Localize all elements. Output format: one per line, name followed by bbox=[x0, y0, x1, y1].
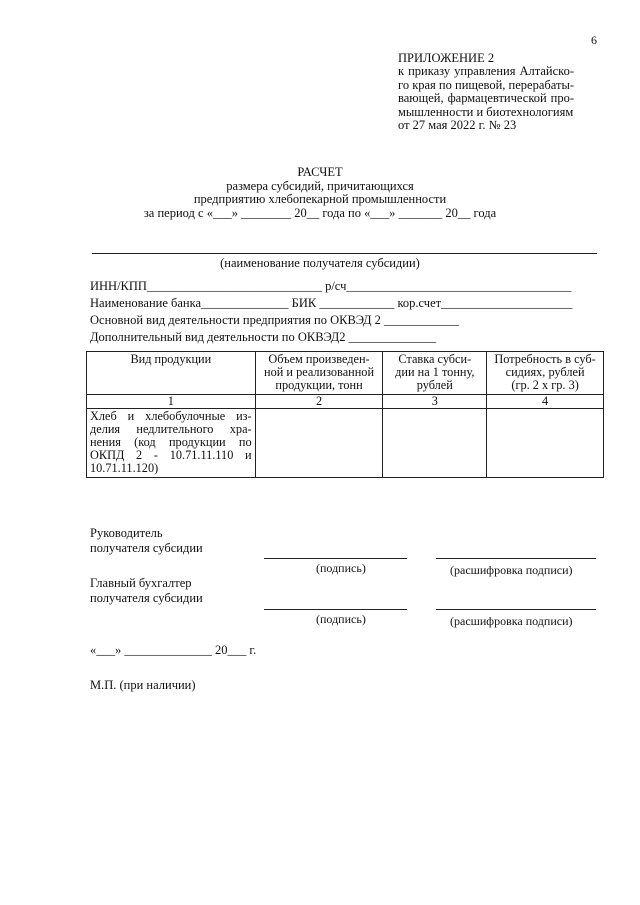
date-line: «___» ______________ 20___ г. bbox=[90, 643, 257, 657]
rate-cell bbox=[383, 408, 487, 477]
title-line: размера субсидий, причитающихся bbox=[226, 178, 414, 193]
table-row bbox=[87, 408, 604, 477]
signature-caption: (подпись) bbox=[316, 612, 366, 626]
bank-field: Наименование банка______________ БИК ____________ кор.счет_____________________ bbox=[90, 296, 573, 310]
appendix-line: го края по пищевой, перерабаты- bbox=[398, 77, 575, 92]
calculation-table bbox=[86, 351, 604, 478]
product-cell: Хлеб и хлебобулочные из- делия недлительного хра- нения (код продукции по ОКПД 2 - 10.71.11.110 и 10.71.11.120) bbox=[87, 408, 256, 477]
accountant-signature-line bbox=[264, 609, 407, 610]
appendix-line: мышленности и биотехнологиям bbox=[398, 104, 574, 119]
header-rate: Ставка субси- дии на 1 тонну, рублей bbox=[383, 352, 487, 395]
accountant-decoding-line bbox=[436, 609, 596, 610]
column-number: 3 bbox=[383, 394, 487, 408]
title-line: предприятию хлебопекарной промышленности bbox=[193, 192, 447, 206]
extra-okved-field: Дополнительный вид деятельности по ОКВЭД2 ______________ bbox=[90, 330, 437, 344]
header-product-type: Вид продукции bbox=[87, 352, 256, 395]
main-okved-field: Основной вид деятельности предприятия по ОКВЭД 2 ____________ bbox=[90, 313, 460, 327]
head-signature-line bbox=[264, 558, 407, 559]
decoding-caption: (расшифровка подписи) bbox=[450, 563, 573, 577]
inn-kpp-field: ИНН/КПП____________________________ р/сч____________________________________ bbox=[90, 279, 572, 293]
appendix-title: ПРИЛОЖЕНИЕ 2 bbox=[398, 51, 495, 65]
accountant-label: Главный бухгалтер получателя субсидии bbox=[90, 576, 203, 605]
stamp-note: М.П. (при наличии) bbox=[90, 678, 196, 692]
signature-caption: (подпись) bbox=[316, 561, 366, 575]
document-title bbox=[0, 166, 640, 220]
appendix-header bbox=[398, 52, 574, 132]
recipient-caption: (наименование получателя субсидии) bbox=[220, 256, 420, 270]
appendix-line: вающей, фармацевтической про- bbox=[398, 91, 575, 106]
head-label: Руководитель получателя субсидии bbox=[90, 526, 203, 555]
title-period: за период с «___» ________ 20__ года по «___» _______ 20__ года bbox=[143, 205, 497, 220]
need-cell bbox=[487, 408, 604, 477]
title-heading: РАСЧЕТ bbox=[297, 165, 343, 179]
appendix-line: к приказу управления Алтайско- bbox=[398, 64, 575, 79]
recipient-name-line bbox=[92, 253, 597, 254]
column-number: 2 bbox=[255, 394, 383, 408]
head-decoding-line bbox=[436, 558, 596, 559]
header-need: Потребность в суб- сидиях, рублей (гр. 2 х гр. 3) bbox=[487, 352, 604, 395]
volume-cell bbox=[255, 408, 383, 477]
decoding-caption: (расшифровка подписи) bbox=[450, 614, 573, 628]
table-header-row bbox=[87, 352, 604, 395]
page-number: 6 bbox=[591, 33, 597, 47]
column-number: 4 bbox=[487, 394, 604, 408]
column-number-row bbox=[87, 394, 604, 408]
header-volume: Объем произведен- ной и реализованной продукции, тонн bbox=[255, 352, 383, 395]
appendix-line: от 27 мая 2022 г. № 23 bbox=[398, 118, 517, 133]
column-number: 1 bbox=[87, 394, 256, 408]
